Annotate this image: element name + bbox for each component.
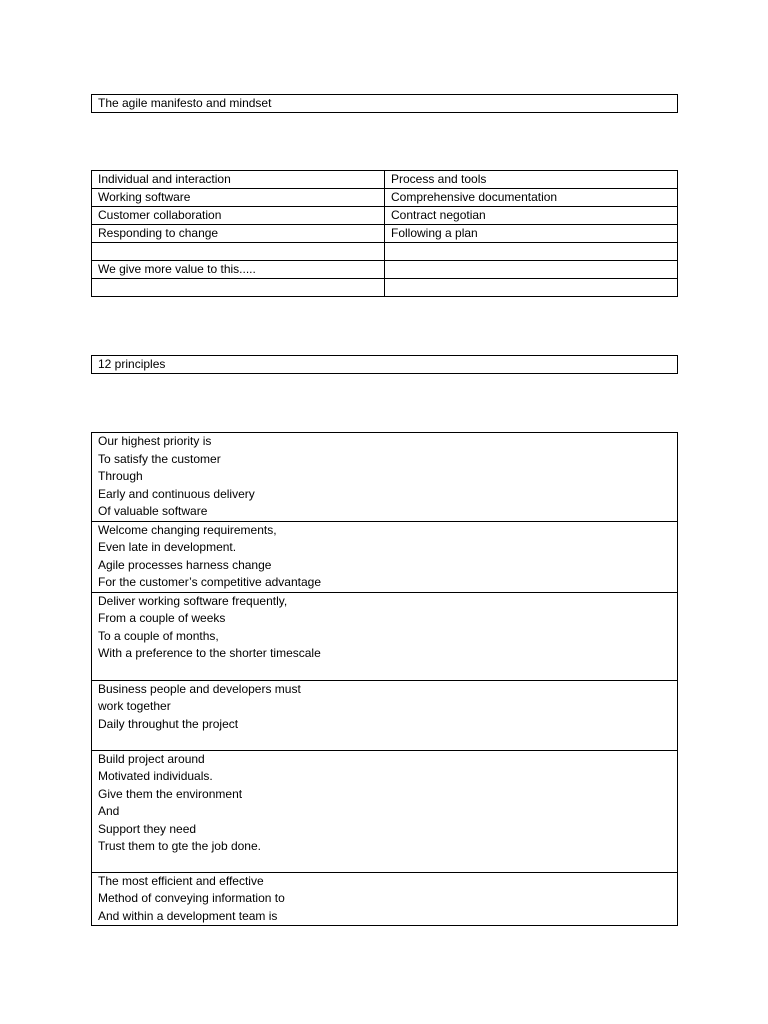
principle-line: Welcome changing requirements,: [98, 522, 277, 537]
principle-line: Early and continuous delivery: [98, 486, 255, 501]
table-row: [92, 356, 678, 374]
value-left-cell: Customer collaboration: [92, 207, 385, 225]
principle-line: Our highest priority is: [98, 434, 212, 448]
table-row: [92, 750, 678, 872]
principle-line: Daily throughut the project: [98, 716, 239, 731]
document-title: The agile manifesto and mindset: [92, 95, 678, 113]
table-row: [92, 433, 678, 522]
table-row: [92, 95, 678, 113]
table-row: [92, 225, 678, 243]
value-left-cell: Working software: [92, 189, 385, 207]
principle-line: Through: [98, 469, 143, 483]
principle-line: work together: [98, 699, 171, 713]
document-title-box: [91, 94, 678, 113]
table-row: [92, 207, 678, 225]
principle-line: The most efficient and effective: [98, 873, 264, 888]
principle-cell: [92, 872, 678, 926]
principles-title-box: [91, 355, 678, 374]
table-row: [92, 171, 678, 189]
principle-line: From a couple of weeks: [98, 611, 226, 625]
principle-line: For the customer’s competitive advantage: [98, 575, 322, 589]
principle-line: To a couple of months,: [98, 628, 219, 643]
value-right-cell: Contract negotian: [385, 207, 678, 225]
table-row: [92, 680, 678, 750]
principle-line: Deliver working software frequently,: [98, 593, 288, 608]
principle-line: Even late in development.: [98, 540, 237, 554]
value-left-cell: [92, 279, 385, 297]
principle-line: With a preference to the shorter timescale: [98, 646, 321, 660]
principle-line: Motivated individuals.: [98, 769, 213, 783]
value-left-cell: We give more value to this.....: [92, 261, 385, 279]
value-right-cell: Comprehensive documentation: [385, 189, 678, 207]
agile-values-table: [91, 170, 678, 297]
value-left-cell: Responding to change: [92, 225, 385, 243]
principles-table: [91, 432, 678, 926]
principle-line: Method of conveying information to: [98, 891, 285, 905]
table-row: [92, 189, 678, 207]
principle-line: Trust them to gte the job done.: [98, 839, 261, 853]
value-left-cell: Individual and interaction: [92, 171, 385, 189]
principle-line: Agile processes harness change: [98, 557, 272, 572]
principle-line: Build project around: [98, 751, 205, 766]
principle-line: Support they need: [98, 821, 197, 836]
table-row: [92, 592, 678, 680]
principle-line: And: [98, 804, 120, 818]
principle-cell: [92, 592, 678, 680]
table-row: [92, 279, 678, 297]
value-right-cell: [385, 261, 678, 279]
table-row: [92, 243, 678, 261]
principle-cell: [92, 433, 678, 522]
value-right-cell: [385, 279, 678, 297]
principle-line: Give them the environment: [98, 786, 243, 801]
principle-line: Of valuable software: [98, 504, 208, 518]
value-left-cell: [92, 243, 385, 261]
value-right-cell: Following a plan: [385, 225, 678, 243]
principle-cell: [92, 521, 678, 592]
principle-line: To satisfy the customer: [98, 451, 221, 466]
principles-title: 12 principles: [92, 356, 678, 374]
principle-line: Business people and developers must: [98, 681, 301, 696]
table-row: [92, 872, 678, 926]
principle-line: And within a development team is: [98, 908, 278, 923]
table-row: [92, 261, 678, 279]
principle-cell: [92, 680, 678, 750]
value-right-cell: Process and tools: [385, 171, 678, 189]
principle-cell: [92, 750, 678, 872]
value-right-cell: [385, 243, 678, 261]
table-row: [92, 521, 678, 592]
